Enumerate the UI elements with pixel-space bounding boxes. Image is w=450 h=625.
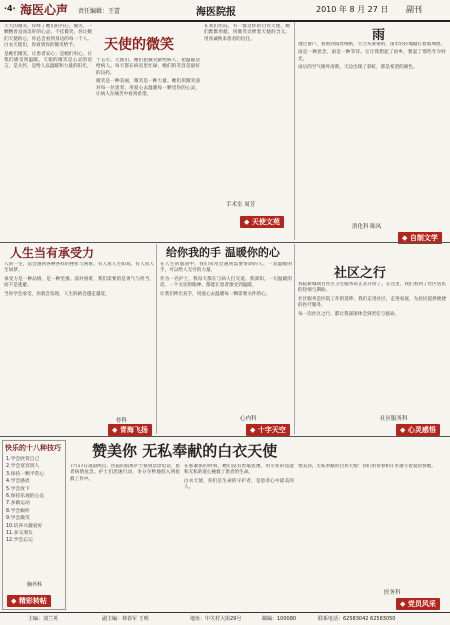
article2-p3: 雨后的空气格外清新，天边出现了彩虹，那是希望的颜色。 <box>298 65 418 71</box>
article1-author: 周芳 <box>244 202 256 208</box>
page-header <box>0 0 450 22</box>
article1-col2 <box>96 58 200 240</box>
article7-p3: 白衣天使，你们是生命的守护者，是患者心中最美的人。 <box>184 478 294 491</box>
article2-body <box>298 42 446 218</box>
article4-byline: 心内科 <box>240 416 257 422</box>
column-divider-2 <box>156 244 157 434</box>
article7-p2: 在那紧张的时刻，她们没有丝毫犹豫，用专业的技能和无私的爱心挽救了患者的生命。 <box>184 464 294 476</box>
footer-phone: 联系电话：62583042 62583050 <box>318 616 396 622</box>
list-item: 8.学会倾听 <box>6 508 30 514</box>
list-item: 11.多交朋友 <box>6 531 33 537</box>
article6-tag: ◆ 精彩转帖 <box>7 595 51 607</box>
column-divider <box>294 22 295 240</box>
article6-box <box>2 440 66 610</box>
masthead: 海医院报 <box>196 7 236 18</box>
article3-tag-text: 青海飞扬 <box>119 426 148 434</box>
article1-p5: 在我们医院，有一群这样的白衣天使，她们默默奉献，用微笑诠释着天使的含义，用真诚换来患者的信任。 <box>204 24 290 42</box>
list-item: 4.学会感恩 <box>6 479 30 485</box>
list-item: 3.保持一颗平常心 <box>6 471 45 477</box>
list-item: 2.学会宽容别人 <box>6 464 40 470</box>
article6-title: 快乐的十八种技巧 <box>5 444 61 452</box>
row-divider-2 <box>0 436 450 437</box>
list-item: 6.保持乐观的心态 <box>6 494 45 500</box>
article6-tag-text: 精彩转帖 <box>18 597 47 605</box>
list-item: 10.培养兴趣爱好 <box>6 523 43 529</box>
article7-byline: 医务科 <box>384 590 401 596</box>
article6-byline: 胸外科 <box>27 582 43 588</box>
article5-tag: ◆ 心灵感悟 <box>396 424 440 436</box>
footer-postcode: 邮编：100080 <box>262 616 297 622</box>
article7-col2 <box>184 464 294 608</box>
article2-byline <box>352 222 381 230</box>
column-divider-3 <box>294 244 295 434</box>
article2-title: 雨 <box>372 28 386 43</box>
article1-tag-text: 天使文苑 <box>251 218 280 226</box>
article1-col1 <box>4 24 92 240</box>
footer-editor: 主编：刘兰英 <box>28 616 59 622</box>
article2-p1: 透过窗户，我看到雨丝细密，天空灰蒙蒙的，雨水轻轻地敲打着玻璃窗。 <box>298 42 446 47</box>
issue-date: 2010 年 8 月 27 日 <box>316 5 389 14</box>
article1-byline <box>226 200 255 208</box>
list-item: 7.多做运动 <box>6 501 30 507</box>
article3-body <box>4 262 154 414</box>
article2-tag-text: 自制文学 <box>409 234 438 242</box>
article5-body <box>298 282 446 412</box>
page-footer <box>0 612 450 625</box>
article4-title: 给你我的手 温暖你的心 <box>166 246 280 259</box>
article2-author: 陈凤 <box>370 224 382 230</box>
article6-list <box>3 456 65 545</box>
section-label: 副刊 <box>406 5 422 14</box>
list-item: 1.学会欣赏自己 <box>6 457 40 462</box>
article7-p4: 赞美你，无私奉献的白衣天使！你们用青春和汗水谱写着爱的赞歌。 <box>298 464 436 469</box>
row-divider-1 <box>0 242 450 243</box>
article2-tag: ◆ 自制文学 <box>398 232 442 244</box>
list-item: 12.学会忘记 <box>6 538 33 544</box>
article5-p2: 社区服务是医院工作的延伸。我们走进社区，走进家庭，为居民提供便捷的医疗服务。 <box>298 296 446 309</box>
article4-p1: 在人生的旅途中，我们常常会遇到需要帮助的人。一双温暖的手，可以给人无穷的力量。 <box>160 262 292 274</box>
article4-tag-text: 十字天空 <box>257 426 286 434</box>
article5-tag-text: 心灵感悟 <box>407 426 436 434</box>
article4-body <box>160 262 292 412</box>
footer-address: 地址：中关村大街29号 <box>190 616 242 622</box>
article1-tag: ◆ 天使文苑 <box>240 216 284 228</box>
article4-p3: 让我们伸出双手，用爱心去温暖每一颗需要关怀的心。 <box>160 291 271 297</box>
article5-byline: 社区服务科 <box>380 416 408 422</box>
article4-tag: ◆ 十字天空 <box>246 424 290 436</box>
article5-p1: 我院新城项目社区卫生服务站正式开诊了。在这里，我们看到了社区居民的热情与期盼。 <box>298 282 446 294</box>
article1-author-unit: 手术室 <box>226 202 243 208</box>
article3-byline: 骨科 <box>116 418 128 424</box>
article3-p1: 人的一生，总会遇到各种各样的挫折与困难。有人说人生如戏，有人说人生如梦。 <box>4 262 154 274</box>
list-item: 9.学会微笑 <box>6 516 30 522</box>
article7-col1 <box>70 464 180 608</box>
article7-p1: 7月17日凌晨两点，医院的值班护士接到急诊电话，患者病情危急。护士们迅速行动，争分夺秒地投入到抢救工作中。 <box>70 464 180 482</box>
article7-title: 赞美你 无私奉献的白衣天使 <box>92 442 278 460</box>
article3-title: 人生当有承受力 <box>10 246 95 260</box>
article3-p2: 承受力是一种品格，是一种坚强。面对困难，我们需要的是勇气与担当，而不是逃避。 <box>4 276 154 289</box>
column-editor: 责任编辑：王蕾 <box>78 8 121 15</box>
article3-tag: ◆ 青海飞扬 <box>108 424 152 436</box>
article7-col3 <box>298 464 446 586</box>
article1-p4: 微笑是一种美丽，微笑是一种力量。她们用微笑面对每一位患者，用爱心去温暖每一颗受伤的心灵，让病人在痛苦中看到希望。 <box>96 79 200 98</box>
article7-tag: ◆ 党员风采 <box>396 598 440 610</box>
article1-col3 <box>204 24 290 194</box>
article2-p2: 雨是一种思念，雨是一种等待。它让我想起了故乡，想起了那些年少时光。 <box>298 50 446 62</box>
page-number: ·4· <box>4 4 16 13</box>
article5-p3: 每一次社区之行，都让我深深体会到责任与使命。 <box>298 311 400 317</box>
article1-p2: 是她们微笑，让患者安心；是她们用心，让我们感受到温暖。天使的微笑是心灵的语言，是关怀，是给人以温暖和力量的阳光。 <box>4 51 92 70</box>
list-item: 5.学会放下 <box>6 486 30 492</box>
article1-title: 天使的微笑 <box>104 37 174 53</box>
article2-author-unit: 消化科 <box>352 224 369 230</box>
article1-p3: 十五年，天使们，她们把微笑献给病人，把温暖送给病人。每天都在病房里忙碌，她们的笑容是最好的良药。 <box>96 58 200 76</box>
section-brand: 海医心声 <box>20 3 69 17</box>
article3-p3: 当你学会承受，你就会发现，人生的路会越走越宽。 <box>4 291 110 297</box>
article7-tag-text: 党员风采 <box>407 600 436 608</box>
article1-p1: 天天的微笑，你终了她们的内心，微笑，一颗颗善良而美好的心灵。千挂微笑，你让她们天使的心，你总会看到身边的每一个人。白衣天使们，你看到你的微笑给予。 <box>4 24 92 49</box>
article5-title: 社区之行 <box>334 266 387 281</box>
footer-deputy: 副主编：林春军 王明 <box>102 616 149 622</box>
article4-p2: 作为一名护士，我每天都在与病人打交道。我深知，一句温暖的话，一个关切的眼神，都能让患者感受到温暖。 <box>160 276 292 289</box>
